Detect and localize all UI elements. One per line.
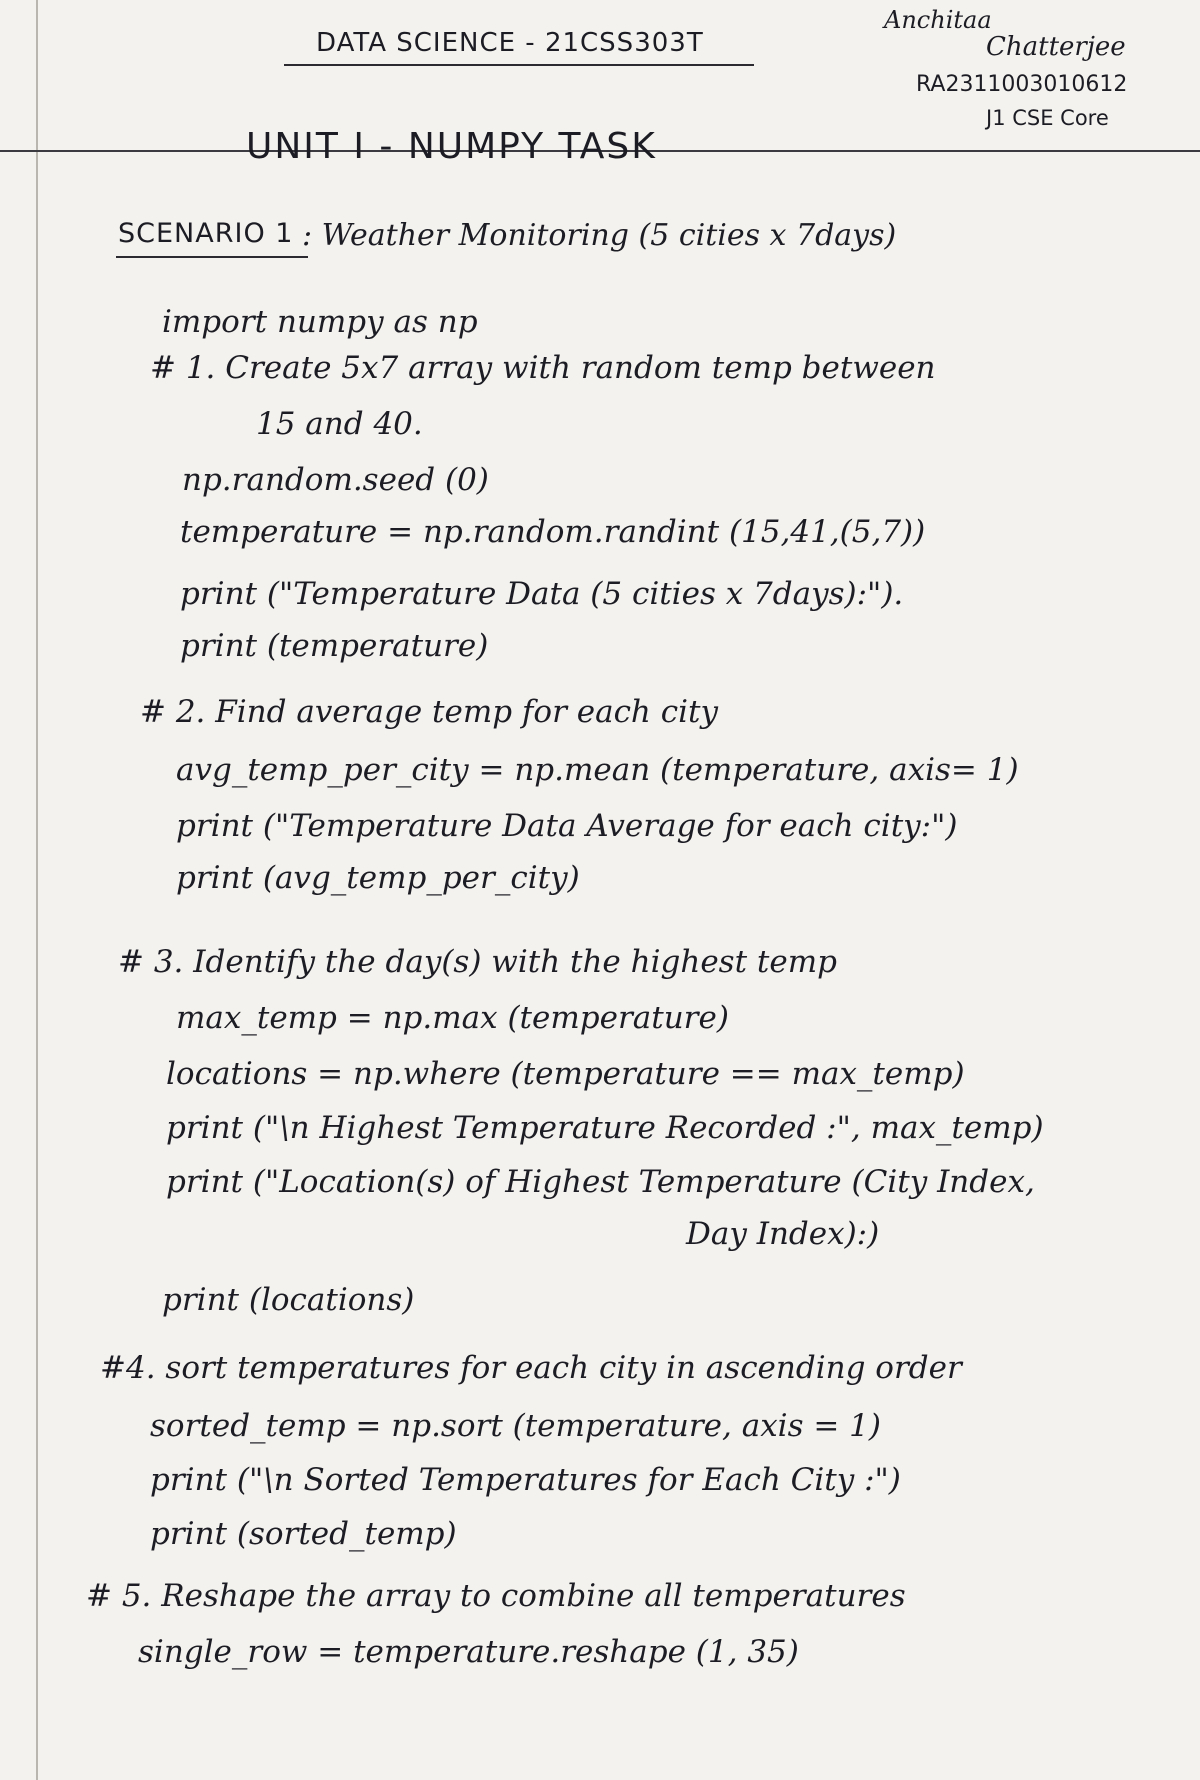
code-line-import: import numpy as np [162,304,478,340]
code-line-print-locations-title-cont: Day Index):) [686,1216,880,1252]
course-title-underline [284,64,754,66]
comment-step-3: # 3. Identify the day(s) with the highest temp [118,944,837,980]
code-line-print-temperature: print (temperature) [180,628,489,664]
registration-number: RA2311003010612 [916,72,1128,97]
code-line-randint: temperature = np.random.randint (15,41,(5,7)) [180,514,926,550]
scenario-description: : Weather Monitoring (5 cities x 7days) [302,218,897,253]
code-line-print-locations: print (locations) [162,1282,415,1318]
comment-step-2: # 2. Find average temp for each city [140,694,718,730]
comment-step-1: # 1. Create 5x7 array with random temp between [150,350,936,386]
code-line-max: max_temp = np.max (temperature) [176,1000,729,1036]
code-line-print-locations-title: print ("Location(s) of Highest Temperature (City Index, [166,1164,1035,1200]
author-last-name: Chatterjee [986,32,1126,62]
comment-step-4: #4. sort temperatures for each city in ascending order [100,1350,962,1386]
comment-step-5: # 5. Reshape the array to combine all temperatures [86,1578,906,1614]
comment-step-1-cont: 15 and 40. [256,406,423,442]
code-line-print-avg-title: print ("Temperature Data Average for each city:") [176,808,958,844]
course-title: DATA SCIENCE - 21CSS303T [316,28,704,58]
code-line-print-sorted: print (sorted_temp) [150,1516,457,1552]
unit-title: UNIT I - NUMPY TASK [246,126,657,167]
author-first-name: Anchitaa [884,6,992,34]
code-line-seed: np.random.seed (0) [182,462,489,498]
code-line-reshape: single_row = temperature.reshape (1, 35) [138,1634,799,1670]
code-line-print-sorted-title: print ("\n Sorted Temperatures for Each City :") [150,1462,901,1498]
code-line-avg: avg_temp_per_city = np.mean (temperature, axis= 1) [176,752,1019,788]
code-line-sort: sorted_temp = np.sort (temperature, axis = 1) [150,1408,881,1444]
scenario-underline [116,256,308,258]
code-line-print-max: print ("\n Highest Temperature Recorded :", max_temp) [166,1110,1044,1146]
code-line-where: locations = np.where (temperature == max_temp) [166,1056,965,1092]
code-line-print-title: print ("Temperature Data (5 cities x 7days):"). [180,576,904,612]
scenario-label: SCENARIO 1 [118,218,294,249]
margin-rule [36,0,38,1780]
section-label: J1 CSE Core [986,106,1109,130]
code-line-print-avg: print (avg_temp_per_city) [176,860,580,896]
